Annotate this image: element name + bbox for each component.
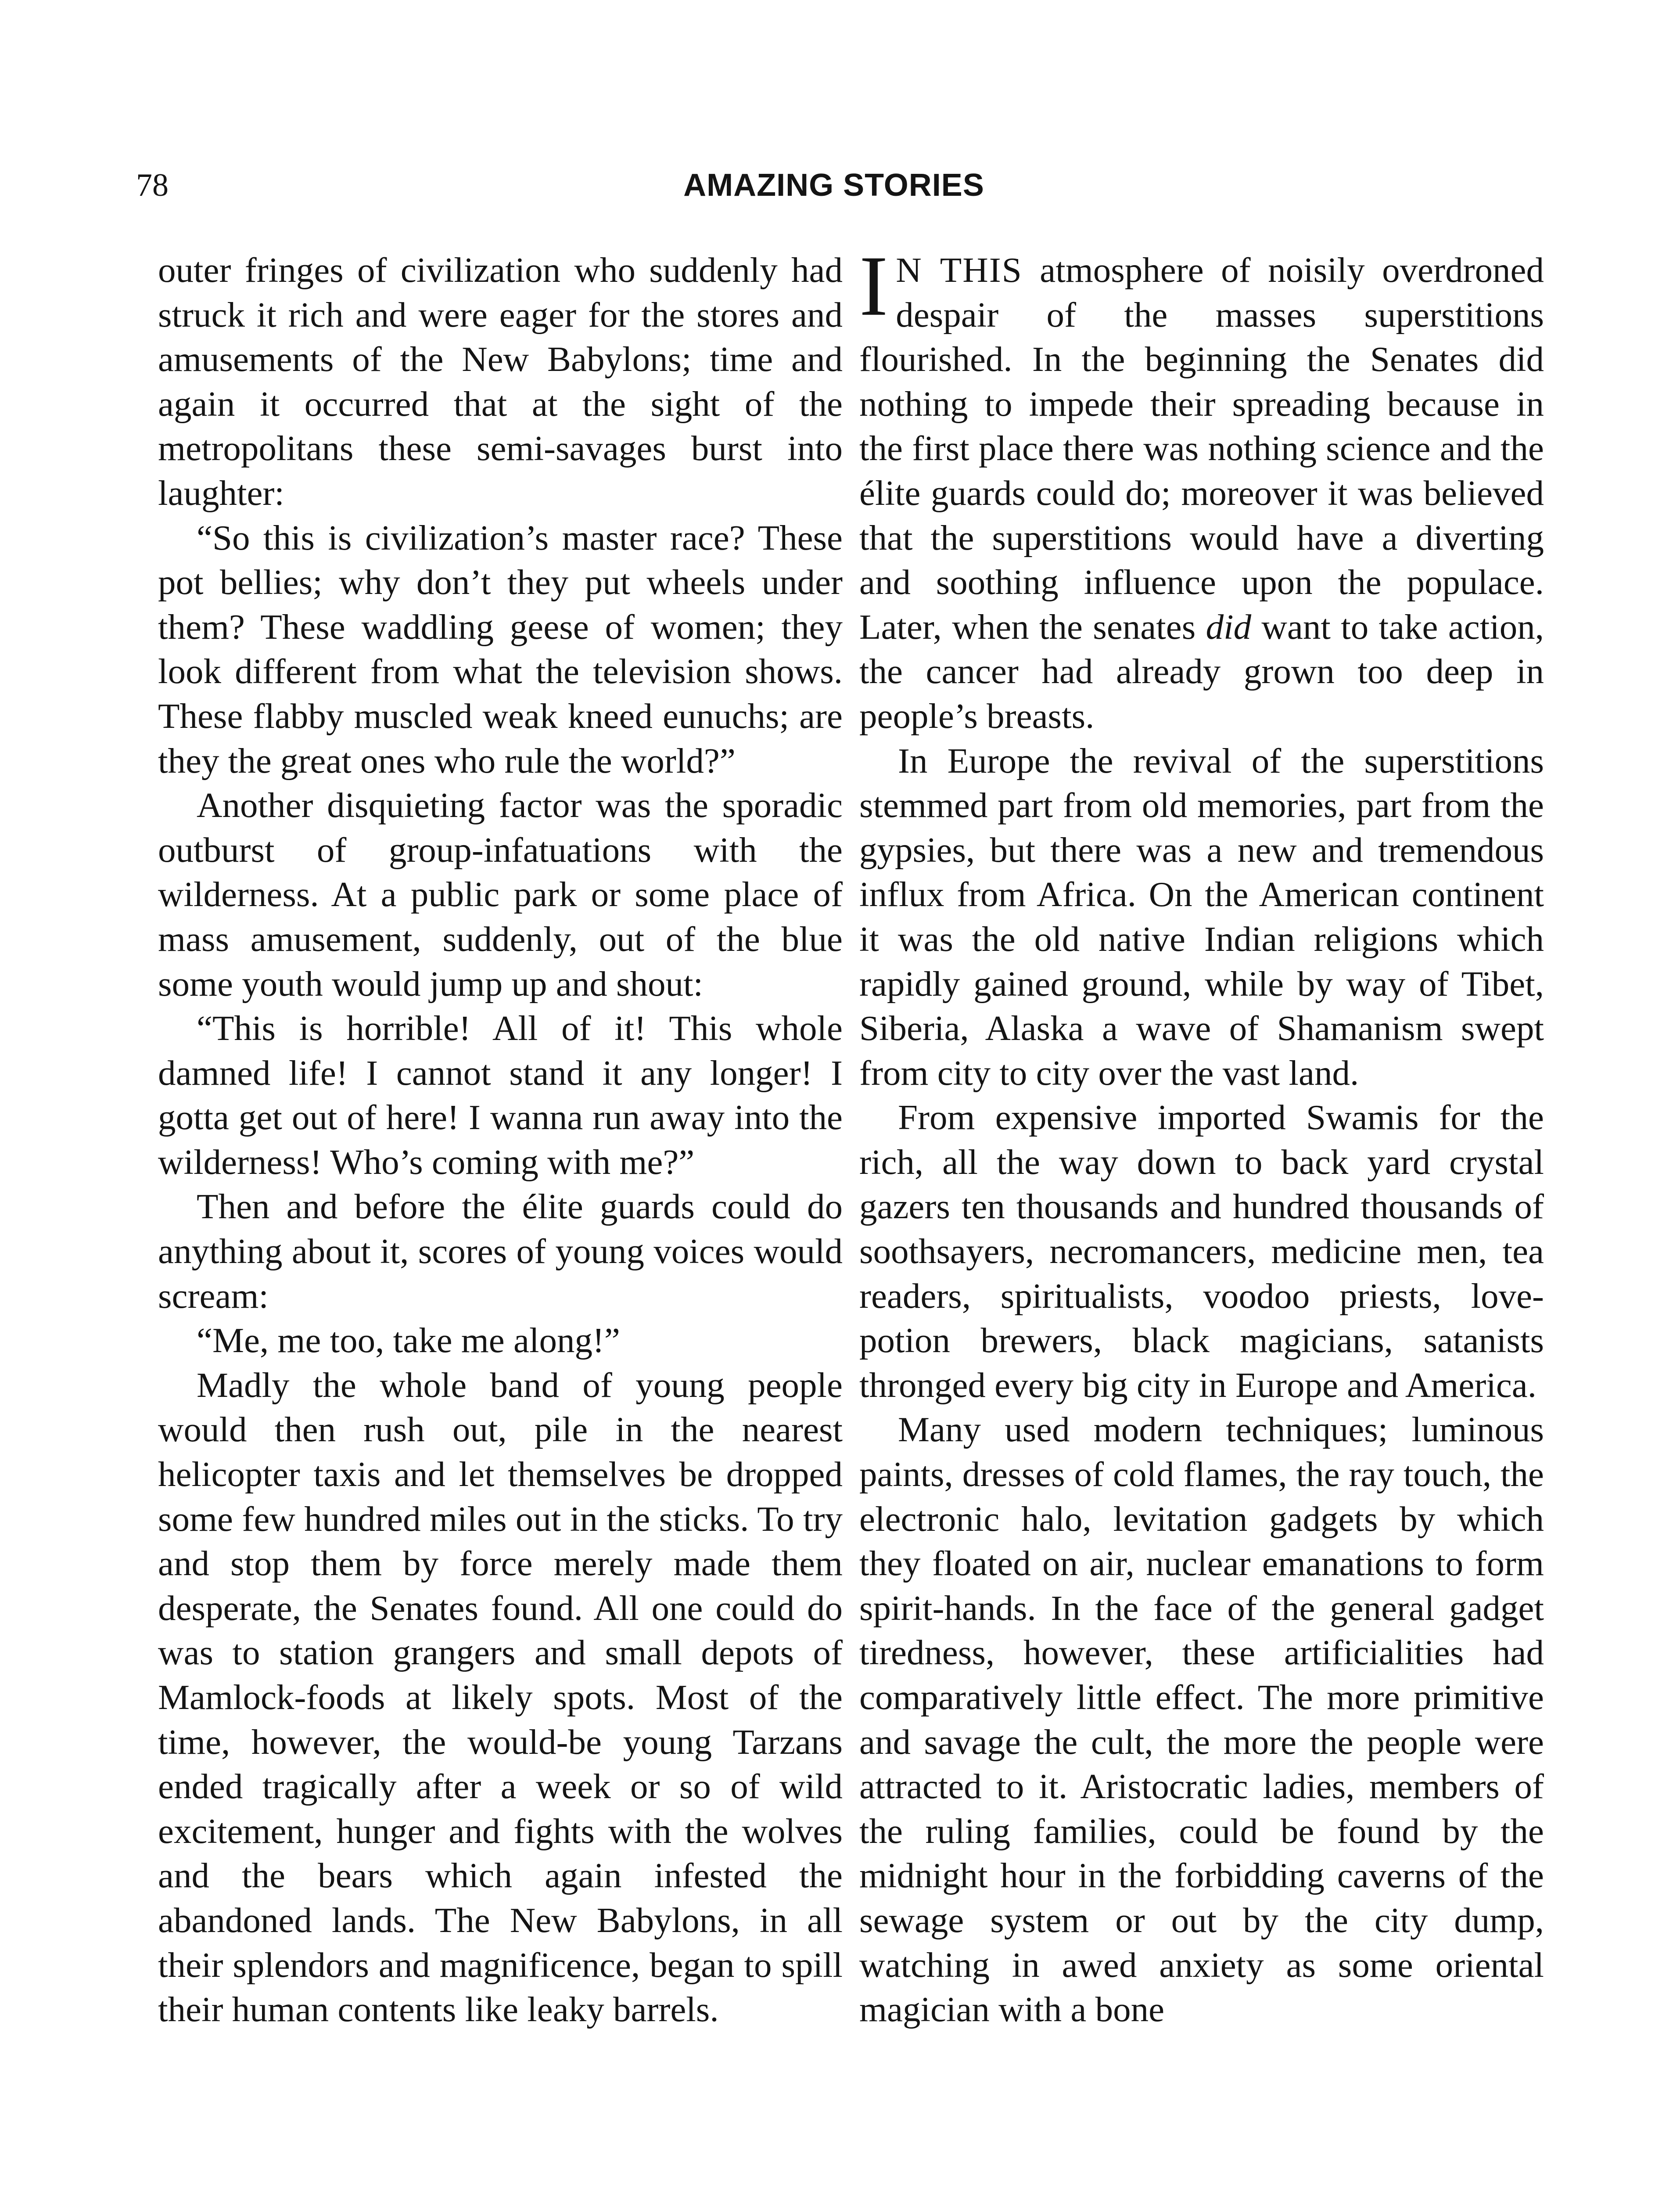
paragraph: Then and before the élite guards could do anything about it, scores of young voices would scream: <box>158 1187 843 1316</box>
paragraph: Another disquieting factor was the sporadic outburst of group-infatuations with the wilderness. At a public park or some place of mass amusement, suddenly, out of the blue some youth would jump up and shout: <box>158 785 843 1004</box>
paragraph-text: want to take action, the cancer had already grown too deep in people’s breasts. <box>859 607 1544 736</box>
emphasis-text: did <box>1206 607 1252 647</box>
paragraph: Many used modern techniques; luminous paints, dresses of cold flames, the ray touch, the electronic halo, levitation gadgets by which they floated on air, nuclear emanations to form spirit-hands. In the face of the general gadget tiredness, however, these artificialities had comparatively little effect. The more primitive and savage the cult, the more the people were attracted to it. Aristocratic ladies, members of the ruling families, could be found by the midnight hour in the forbidding caverns of the sewage system or out by the city dump, watching in awed anxiety as some oriental magician with a bone <box>859 1410 1544 2029</box>
page-number: 78 <box>136 167 169 203</box>
paragraph: “So this is civilization’s master race? These pot bellies; why don’t they put wheels under them? These waddling geese of women; they look different from what the television shows. These flabby muscled weak kneed eunuchs; are they the great ones who rule the world?” <box>158 518 843 781</box>
right-column <box>859 248 1544 2195</box>
paragraph: Madly the whole band of young people would then rush out, pile in the nearest helicopter taxis and let themselves be dropped some few hundred miles out in the sticks. To try and stop them by force merely made them desperate, the Senates found. All one could do was to station grangers and small depots of Mamlock-foods at likely spots. Most of the time, however, the would-be young Tarzans ended tragically after a week or so of wild excitement, hunger and fights with the wolves and the bears which again infested the abandoned lands. The New Babylons, in all their splendors and magnificence, began to spill their human contents like leaky barrels. <box>158 1365 843 2029</box>
left-column <box>158 248 843 2195</box>
opening-paragraph <box>859 248 1544 739</box>
paragraph: In Europe the revival of the superstitions stemmed part from old memories, part from the gypsies, but there was a new and tremendous influx from Africa. On the American continent it was the old native Indian religions which rapidly gained ground, while by way of Tibet, Siberia, Alaska a wave of Shamanism swept from city to city over the vast land. <box>859 741 1544 1093</box>
lead-in-smallcaps: N THIS <box>896 250 1023 290</box>
running-head: AMAZING STORIES <box>683 168 984 203</box>
paragraph-text: atmosphere of noisily overdroned despair of the masses superstitions flourished. In the beginning the Senates did nothing to impede their spreading because in the first place there was nothing science and the élite guards could do; moreover it was believed that the superstitions would have a diverting and soothing influence upon the populace. Later, when the senates <box>859 250 1544 647</box>
paragraph: From expensive imported Swamis for the rich, all the way down to back yard crystal gazers ten thousands and hundred thousands of soothsayers, necromancers, medicine men, tea readers, spiritualists, voodoo priests, love-potion brewers, black magicians, satanists thronged every big city in Europe and America. <box>859 1098 1544 1405</box>
page-header <box>136 163 1532 216</box>
paragraph: “Me, me too, take me along!” <box>197 1321 620 1360</box>
paragraph: outer fringes of civilization who suddenly had struck it rich and were eager for the stores and amusements of the New Babylons; time and again it occurred that at the sight of the metropolitans these semi-savages burst into laughter: <box>158 250 843 513</box>
paragraph: “This is horrible! All of it! This whole damned life! I cannot stand it any longer! I gotta get out of here! I wanna run away into the wilderness! Who’s coming with me?” <box>158 1008 843 1182</box>
drop-cap: I <box>859 248 888 334</box>
